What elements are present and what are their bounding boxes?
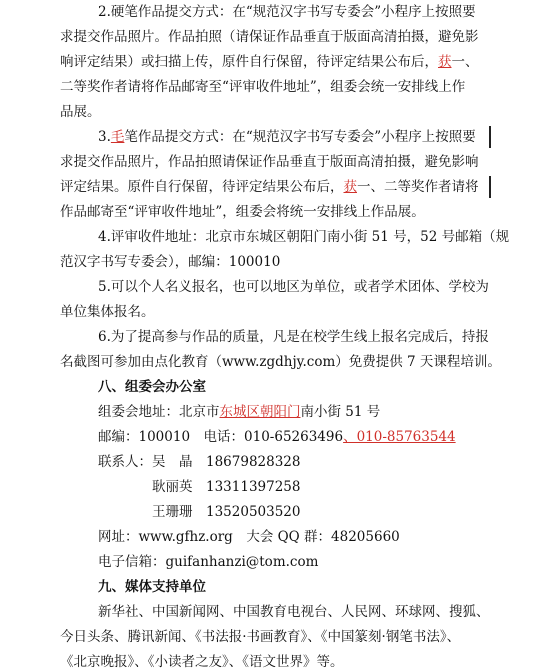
revised-char: 获 — [343, 179, 357, 195]
revision-bar — [489, 126, 491, 148]
contact-1: 联系人：吴 晶 18679828328 — [98, 454, 301, 470]
p6-line-1: 6.为了提高参与作品的质量，凡是在校学生线上报名完成后，持报 — [98, 329, 489, 345]
contact-2: 耿丽英 13311397258 — [152, 479, 301, 495]
p2-line-2: 求提交作品照片。作品拍照（请保证作品垂直于版面高清拍摄，避免影 — [60, 29, 479, 45]
p6-line-2: 名截图可参加由点化教育（www.zgdhjy.com）免费提供 7 天课程培训。 — [60, 354, 501, 370]
p4-line-2: 范汉字书写专委会），邮编：100010 — [60, 254, 281, 270]
email: 电子信箱：guifanhanzi@tom.com — [98, 554, 319, 570]
p2-line-4: 二等奖作者请将作品邮寄至“评审收件地址”，组委会统一安排线上作 — [60, 79, 466, 95]
website-qq: 网址：www.gfhz.org 大会 QQ 群：48205660 — [98, 529, 400, 545]
p3-line-1: 3.毛笔作品提交方式：在“规范汉字书写专委会”小程序上按照要 — [98, 129, 476, 145]
p3-line-4: 作品邮寄至“评审收件地址”，组委会将统一安排线上作品展。 — [60, 204, 425, 220]
postcode-phone: 邮编：100010 电话：010-65263496、010-85763544 — [98, 429, 456, 445]
p3-line-3: 评定结果。原件自行保留，待评定结果公布后，获一、二等奖作者请将 — [60, 179, 479, 195]
revised-text: 东城区朝阳门 — [219, 404, 301, 420]
p4-line-1: 4.评审收件地址：北京市东城区朝阳门南小街 51 号，52 号邮箱（规 — [98, 229, 510, 245]
revision-bar — [489, 176, 491, 198]
revised-char: 获 — [438, 54, 452, 70]
section-8-heading: 八、组委会办公室 — [98, 379, 206, 395]
media-line-3: 《北京晚报》、《小读者之友》、《语文世界》等。 — [60, 654, 344, 670]
media-line-1: 新华社、中国新闻网、中国教育电视台、人民网、环球网、搜狐、 — [98, 604, 490, 620]
revised-char: 毛 — [110, 129, 125, 145]
revised-text: 、010-85763544 — [343, 429, 456, 445]
section-9-heading: 九、媒体支持单位 — [98, 579, 206, 595]
p2-line-5: 品展。 — [60, 104, 101, 120]
p5-line-2: 单位集体报名。 — [60, 304, 155, 320]
media-line-2: 今日头条、腾讯新闻、《书法报·书画教育》、《中国篆刻·钢笔书法》、 — [60, 629, 461, 645]
contact-3: 王珊珊 13520503520 — [152, 504, 301, 520]
p3-line-2: 求提交作品照片，作品拍照请保证作品垂直于版面高清拍摄，避免影响 — [60, 154, 479, 170]
p5-line-1: 5.可以个人名义报名，也可以地区为单位，或者学术团体、学校为 — [98, 279, 489, 295]
p2-line-1: 2.硬笔作品提交方式：在“规范汉字书写专委会”小程序上按照要 — [98, 4, 476, 20]
office-address: 组委会地址：北京市东城区朝阳门南小街 51 号 — [98, 404, 381, 420]
p2-line-3: 响评定结果）或扫描上传，原件自行保留，待评定结果公布后，获一、 — [60, 54, 479, 70]
